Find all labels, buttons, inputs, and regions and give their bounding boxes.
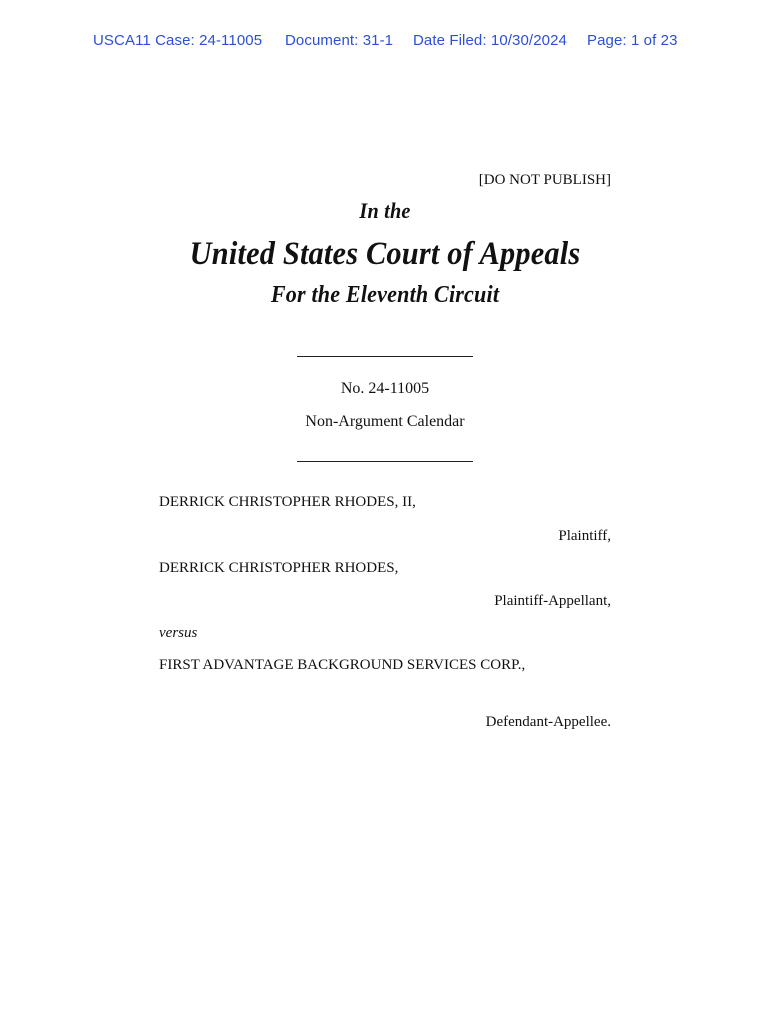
calendar-type: Non-Argument Calendar [305, 413, 465, 430]
divider-top [297, 356, 473, 357]
caption-in-the: In the [359, 198, 411, 223]
header-page-count: Page: 1 of 23 [587, 32, 678, 49]
header-document-number: Document: 31-1 [285, 32, 394, 49]
header-date-filed: Date Filed: 10/30/2024 [413, 32, 567, 49]
defendant-name: FIRST ADVANTAGE BACKGROUND SERVICES CORP., [159, 657, 526, 673]
publish-notice: [DO NOT PUBLISH] [478, 172, 611, 188]
case-number: No. 24-11005 [340, 380, 430, 397]
court-title: United States Court of Appeals [189, 236, 581, 272]
party-role-1: Plaintiff, [558, 528, 611, 544]
defendant-role: Defendant-Appellee. [485, 714, 611, 730]
versus-label: versus [159, 625, 198, 641]
header-case-number: USCA11 Case: 24-11005 [93, 32, 263, 49]
circuit-title: For the Eleventh Circuit [270, 282, 500, 308]
party-name-2: DERRICK CHRISTOPHER RHODES, [159, 560, 399, 576]
party-role-2: Plaintiff-Appellant, [494, 593, 611, 609]
divider-bottom [297, 461, 473, 462]
party-name-1: DERRICK CHRISTOPHER RHODES, II, [159, 494, 416, 510]
